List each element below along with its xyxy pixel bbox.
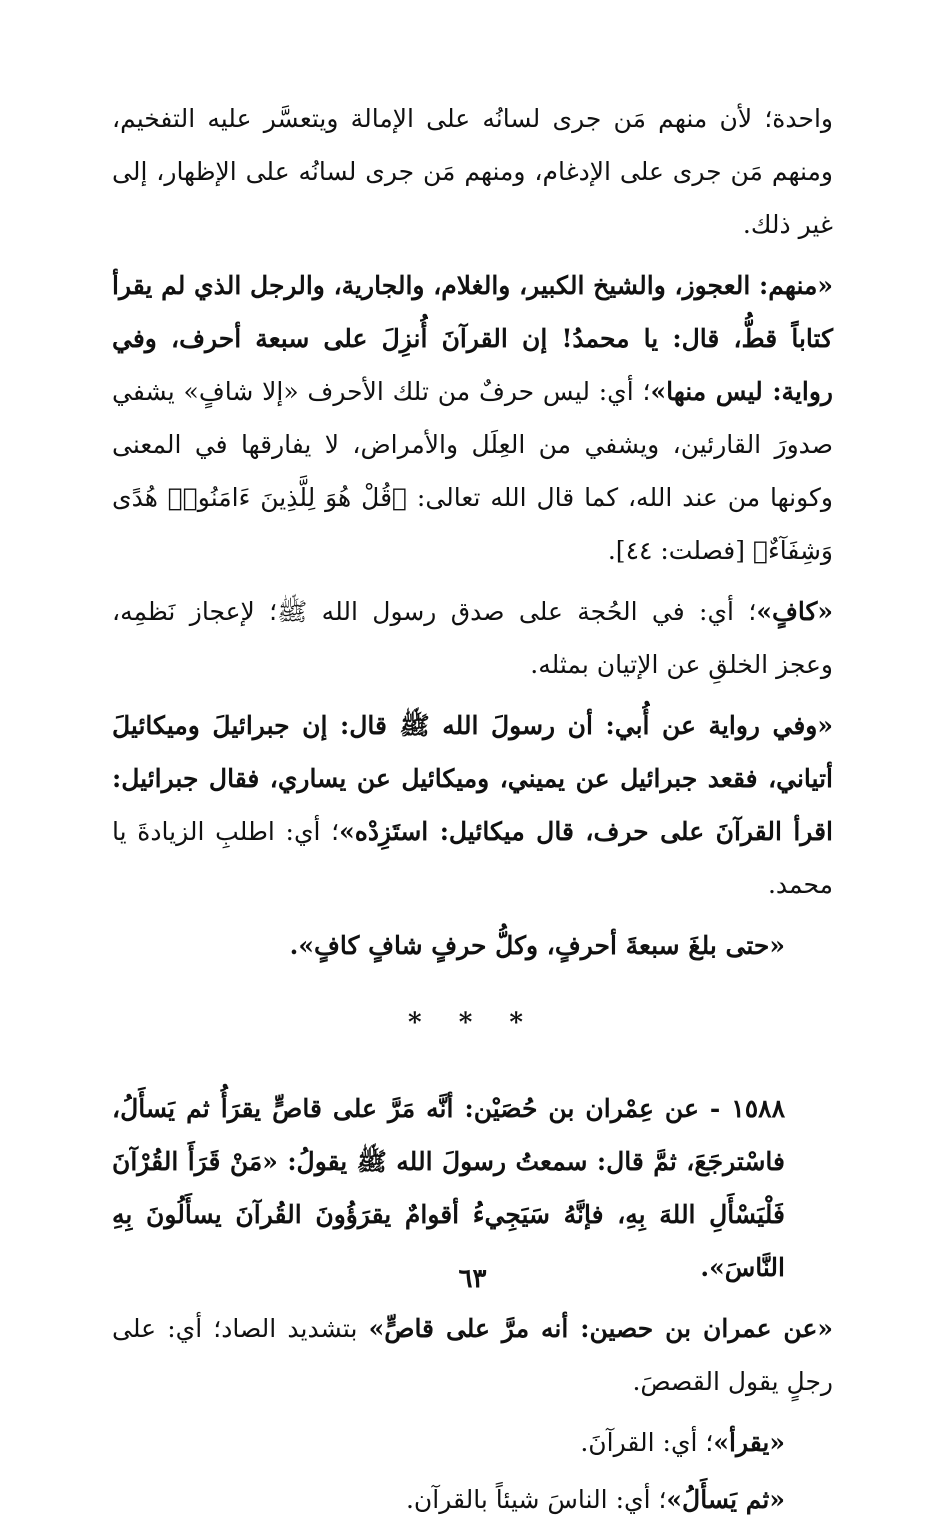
paragraph-2 — [112, 259, 833, 577]
hadith-quote: «عن عمران بن حصين: أنه مرَّ على قاصٍّ» — [368, 1314, 833, 1343]
commentary-text: بتشديد الصاد؛ أي: على رجلٍ يقول القصصَ. — [112, 1314, 833, 1396]
hadith-quote: «يقرأ» — [713, 1428, 785, 1457]
hadith-quote: «ثم يَسأَلُ» — [666, 1485, 785, 1514]
paragraph-1 — [112, 92, 833, 251]
page-number: ٦٣ — [458, 1264, 487, 1294]
hadith-quote: «حتى بلغَ سبعةَ أحرفٍ، وكلُّ حرفٍ شافٍ كافٍ». — [289, 931, 785, 960]
hadith-text: ١٥٨٨ - عن عِمْران بن حُصَيْن: أنَّه مَرَّ على قاصٍّ يقرَأُ ثم يَسأَلُ، فاسْترجَعَ، ثمَّ قال: سمعتُ رسولَ الله ﷺ يقولُ: «مَنْ قَرَأَ القُرْآنَ فَلْيَسْأَلِ اللهَ بِهِ، فإنَّهُ سَيَجِيءُ أقوامٌ يقرَؤُونَ القُرآنَ يسأَلُونَ بِهِ النَّاسَ». — [112, 1094, 785, 1282]
hadith-quote: «منهم: العجوز، والشيخ الكبير، والغلام، والجارية، والرجل الذي لم يقرأ كتاباً قطُّ، قال: يا محمدُ! إن القرآنَ أُنزِلَ على سبعة أحرف، وفي رواية: ليس منها» — [112, 271, 833, 406]
paragraph-9 — [112, 1473, 833, 1526]
paragraph-3 — [112, 585, 833, 691]
hadith-quote: «وفي رواية عن أُبي: أن رسولَ الله ﷺ قال: إن جبرائيلَ وميكائيلَ أتياني، فقعد جبرائيل عن يميني، وميكائيل عن يساري، فقال جبرائيل: اقرأ القرآنَ على حرف، قال ميكائيل: استَزِدْه» — [112, 711, 833, 846]
hadith-quote: «كافٍ» — [756, 597, 833, 626]
commentary-text: ؛ أي: الناسَ شيئاً بالقرآن. — [405, 1485, 667, 1514]
commentary-text: ؛ أي: اطلبِ الزيادةَ يا محمد. — [112, 817, 833, 899]
commentary-text: ؛ أي: القرآنَ. — [580, 1428, 714, 1457]
paragraph-5 — [112, 919, 833, 972]
paragraph-4 — [112, 699, 833, 911]
hadith-1588 — [112, 1082, 833, 1294]
section-separator: * * * — [408, 1008, 537, 1038]
paragraph-8 — [112, 1416, 833, 1469]
paragraph-7 — [112, 1302, 833, 1408]
commentary-text: ؛ أي: ليس حرفٌ من تلك الأحرف «إلا شافٍ» يشفي صدورَ القارئين، ويشفي من العِلَل والأمراض، لا يفارقها في المعنى وكونها من عند الله، كما قال الله تعالى: ﴿قُلْ هُوَ لِلَّذِينَ ءَامَنُوا۟ هُدًى وَشِفَآءٌ﴾ [فصلت: ٤٤]. — [112, 377, 833, 565]
commentary-text: ؛ أي: في الحُجة على صدق رسول الله ﷺ؛ لإعجاز نَظمِه، وعجز الخلقِ عن الإتيان بمثله. — [112, 597, 833, 679]
paragraph-1-text: واحدة؛ لأن منهم مَن جرى لسانُه على الإمالة ويتعسَّر عليه التفخيم، ومنهم مَن جرى على الإدغام، ومنهم مَن جرى لسانُه على الإظهار، إلى غير ذلك. — [112, 104, 833, 239]
